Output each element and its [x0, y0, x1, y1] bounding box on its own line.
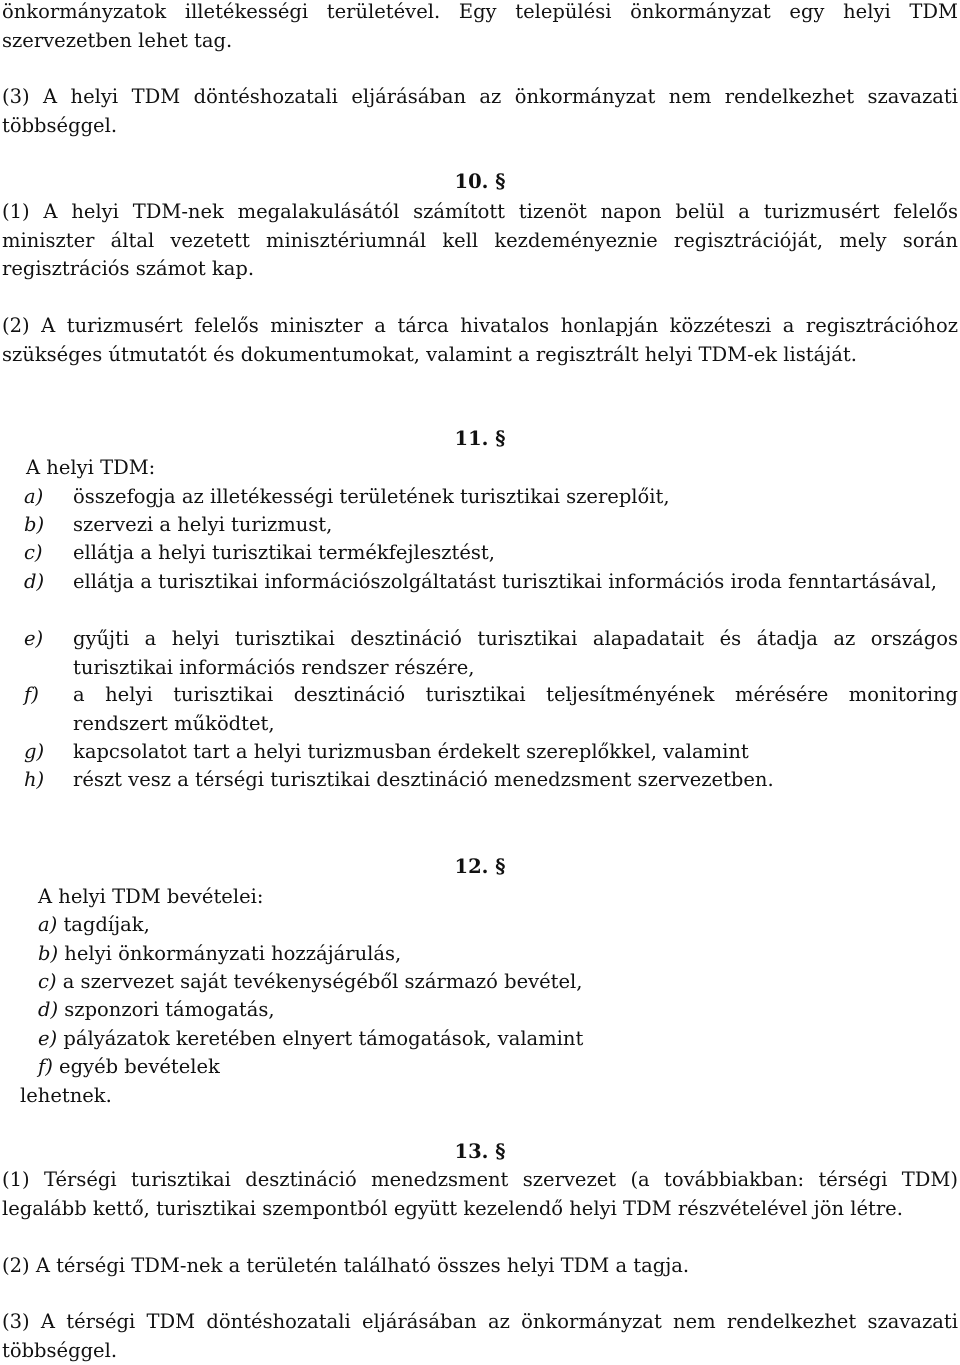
list-item-text: részt vesz a térségi turisztikai desztináció menedzsment szervezetben. [73, 768, 774, 791]
list-item-text: szervezi a helyi turizmust, [73, 513, 333, 536]
list-item [24, 738, 958, 767]
list-item-text: tagdíjak, [63, 913, 150, 936]
list-item [38, 940, 958, 969]
paragraph-10-1: (1) A helyi TDM-nek megalakulásától számított tizenöt napon belül a turizmusért felelős miniszter által vezetett minisztériumnál kell kezdeményeznie regisztrációját, mely során regisztrációs számot kap. [2, 200, 958, 280]
list-marker: e) [38, 1027, 58, 1050]
list-marker: a) [38, 913, 58, 936]
list-item-text: pályázatok keretében elnyert támogatások, valamint [63, 1027, 584, 1050]
list-marker: b) [24, 513, 45, 536]
list-marker: c) [38, 970, 57, 993]
list-item [38, 996, 958, 1025]
section-heading-13: 13. § [454, 1140, 506, 1163]
paragraph-13-2: (2) A térségi TDM-nek a területén található összes helyi TDM a tagja. [2, 1254, 690, 1277]
list-item [24, 766, 958, 795]
list-marker: c) [24, 541, 43, 564]
list-item [24, 625, 958, 682]
list-marker: b) [38, 942, 59, 965]
list-item-text: gyűjti a helyi turisztikai desztináció turisztikai alapadatait és átadja az országos turisztikai információs rendszer részére, [73, 627, 958, 679]
list-item [24, 568, 958, 597]
list-marker: g) [24, 740, 45, 763]
list-item-text: ellátja a helyi turisztikai termékfejlesztést, [73, 541, 495, 564]
paragraph-13-3: (3) A térségi TDM döntéshozatali eljárásában az önkormányzat nem rendelkezhet szavazati többséggel. [2, 1310, 958, 1362]
list-item [24, 681, 958, 738]
list-item [24, 539, 958, 568]
list-item-text: helyi önkormányzati hozzájárulás, [64, 942, 402, 965]
list-item-text: kapcsolatot tart a helyi turizmusban érdekelt szereplőkkel, valamint [73, 740, 749, 763]
list-item [38, 1025, 958, 1054]
section-12-outro: lehetnek. [20, 1084, 112, 1107]
paragraph-9-3: (3) A helyi TDM döntéshozatali eljárásában az önkormányzat nem rendelkezhet szavazati többséggel. [2, 85, 958, 137]
section-heading-10: 10. § [454, 170, 506, 193]
list-marker: d) [24, 570, 45, 593]
list-marker: d) [38, 998, 59, 1021]
list-item-text: egyéb bevételek [59, 1055, 220, 1078]
section-12-intro: A helyi TDM bevételei: [38, 885, 264, 908]
list-marker: f) [38, 1055, 53, 1078]
paragraph-continued: önkormányzatok illetékességi területével. Egy települési önkormányzat egy helyi TDM szervezetben lehet tag. [2, 0, 958, 52]
list-item [24, 511, 958, 540]
list-item-text: a szervezet saját tevékenységéből származó bevétel, [62, 970, 583, 993]
paragraph-13-1: (1) Térségi turisztikai desztináció menedzsment szervezet (a továbbiakban: térségi TDM) legalább kettő, turisztikai szempontból együtt kezelendő helyi TDM részvételével jön létre. [2, 1168, 958, 1220]
list-item-text: a helyi turisztikai desztináció turisztikai teljesítményének mérésére monitoring rendszert működtet, [73, 683, 958, 735]
list-item [38, 1053, 958, 1082]
paragraph-10-2: (2) A turizmusért felelős miniszter a tárca hivatalos honlapján közzéteszi a regisztrációhoz szükséges útmutatót és dokumentumokat, valamint a regisztrált helyi TDM-ek listáját. [2, 314, 958, 366]
section-heading-11: 11. § [454, 427, 506, 450]
list-marker: a) [24, 485, 44, 508]
list-marker: f) [24, 683, 39, 706]
list-item-text: szponzori támogatás, [64, 998, 275, 1021]
list-item [38, 911, 958, 940]
section-11-intro: A helyi TDM: [26, 456, 156, 479]
list-item-text: összefogja az illetékességi területének turisztikai szereplőit, [73, 485, 670, 508]
list-marker: h) [24, 768, 45, 791]
list-marker: e) [24, 627, 44, 650]
list-item-text: ellátja a turisztikai információszolgáltatást turisztikai információs iroda fenntartásával, [73, 570, 937, 593]
section-heading-12: 12. § [454, 855, 506, 878]
list-item [24, 483, 958, 512]
list-item [38, 968, 958, 997]
